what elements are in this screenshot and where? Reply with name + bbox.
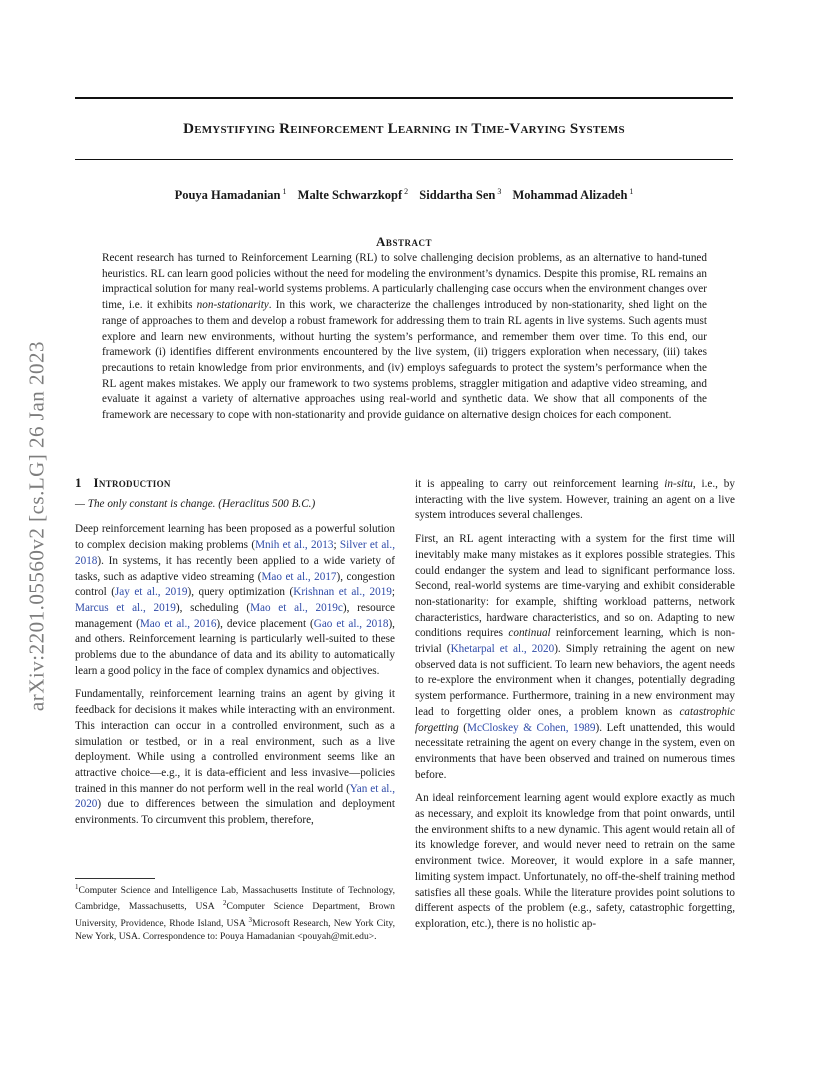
citation-link[interactable]: Marcus et al., 2019 bbox=[75, 601, 176, 614]
citation-link[interactable]: Silver et al., 2018 bbox=[75, 539, 395, 567]
epigraph: — The only constant is change. (Heraclitus 500 B.C.) bbox=[75, 497, 316, 510]
abstract-heading: Abstract bbox=[376, 234, 432, 249]
citation-link[interactable]: Mnih et al., 2013 bbox=[255, 539, 334, 552]
author: Pouya Hamadanian $^1$ bbox=[174, 187, 287, 203]
bottom-rule bbox=[75, 159, 733, 160]
paragraph: it is appealing to carry out reinforcement learning in-situ, i.e., by interacting with the live system. However, training an agent on a live system introduces several challenges. bbox=[415, 478, 735, 522]
abstract-body: Recent research has turned to Reinforcement Learning (RL) to solve challenging decision problems, as an alternative to hand-tuned heuristics. RL can learn good policies without the need for modeling the environment’s dynamics. Despite this promise, RL remains an impractical solution for many real-world systems problems. A particularly challenging case occurs when the environment changes over time, i.e. it exhibits non-stationarity. In this work, we characterize the challenges introduced by non-stationarity, shed light on the range of approaches to them and develop a robust framework for addressing them to train RL agents in live systems. Such agents must explore and learn new environments, without hurting the system’s performance, and remember them over time. To this end, our framework (i) identifies different environments encountered by the live system, (ii) triggers exploration when necessary, (iii) takes precautions to retain knowledge from prior environments, and (iv) employs safeguards to protect the system’s performance when the RL agent makes mistakes. We apply our framework to two systems problems, straggler mitigation and adaptive video streaming, and evaluate it against a variety of alternative approaches using real-world and synthetic data. We show that all components of the framework are necessary to cope with non-stationarity and provide guidance on alternative design choices for each component. bbox=[102, 252, 707, 422]
author: Siddartha Sen $^3$ bbox=[419, 187, 502, 203]
author-list bbox=[75, 187, 733, 203]
citation-link[interactable]: Mao et al., 2016 bbox=[139, 617, 217, 630]
paragraph: An ideal reinforcement learning agent would explore exactly as much as necessary, and exploit its knowledge from that point onwards, until the environment shifts to a new dynamic. This agent would retain all of its knowledge forever, and would never need to retrain on the same environment twice. Moreover, it would explore in a safe manner, limiting system impact. Unfortunately, no off-the-shelf training method satisfies all these goals. While the literature provides point solutions to different aspects of the problem (e.g., safety, catastrophic forgetting, exploration, etc.), there is no holistic ap- bbox=[415, 792, 735, 930]
citation-link[interactable]: Mao et al., 2017 bbox=[261, 570, 337, 583]
top-rule bbox=[75, 97, 733, 99]
citation-link[interactable]: Gao et al., 2018 bbox=[313, 617, 389, 630]
citation-link[interactable]: Krishnan et al., 2019 bbox=[293, 586, 392, 599]
citation-link[interactable]: Jay et al., 2019 bbox=[114, 586, 188, 599]
citation-link[interactable]: Khetarpal et al., 2020 bbox=[450, 643, 555, 656]
arxiv-identifier: arXiv:2201.05560v2 [cs.LG] 26 Jan 2023 bbox=[24, 340, 49, 712]
citation-link[interactable]: McCloskey & Cohen, 1989 bbox=[467, 721, 596, 734]
paper-title: Demystifying Reinforcement Learning in Time-Varying Systems bbox=[183, 121, 625, 137]
left-column bbox=[75, 475, 395, 837]
author: Malte Schwarzkopf $^2$ bbox=[297, 187, 409, 203]
author: Mohammad Alizadeh $^1$ bbox=[512, 187, 634, 203]
citation-link[interactable]: Mao et al., 2019c bbox=[250, 601, 343, 614]
paragraph: Deep reinforcement learning has been proposed as a powerful solution to complex decision making problems (Mnih et al., 2013; Silver et al., 2018). In systems, it has recently been applied to a wide variety of tasks, such as adaptive video streaming (Mao et al., 2017), congestion control (Jay et al., 2019), query optimization (Krishnan et al., 2019; Marcus et al., 2019), scheduling (Mao et al., 2019c), resource management (Mao et al., 2016), device placement (Gao et al., 2018), and others. Reinforcement learning is particularly well-suited to these problems due to the abundance of data and its ability to automatically learn a good policy in the face of complex dynamics and objectives. bbox=[75, 523, 396, 677]
footnote-rule bbox=[75, 878, 155, 879]
citation-link[interactable]: Yan et al., 2020 bbox=[75, 782, 395, 811]
paragraph: First, an RL agent interacting with a system for the first time will inevitably make many mistakes as it explores possible strategies. This could endanger the system and lead to significant performance loss. Second, real-world systems are time-varying and exhibit considerable non-stationarity: for example, shifting workload patterns, network characteristics, hardware characteristics, and so on. Adapting to new conditions requires continual reinforcement learning, which is non-trivial (Khetarpal et al., 2020). Simply retraining the agent on new observed data is not sufficient. To learn new behaviors, the agent needs to re-explore the environment when it changes, potentially degrading system performance. Furthermore, training in a new environment may lead to forgetting older ones, a problem known as catastrophic forgetting (McCloskey & Cohen, 1989). Left unattended, this would necessitate retraining the agent on every change in the system, even on environments that have been observed and trained on numerous times before. bbox=[415, 533, 736, 781]
section-heading: 1 Introduction bbox=[75, 475, 171, 490]
paragraph: Fundamentally, reinforcement learning trains an agent by giving it feedback for decisions it makes while interacting with an environment. This interaction can occur in a controlled environment, such as a simulation or testbed, or in a real environment, such as a live deployment. While using a controlled environment seems like an attractive choice—e.g., it is data-efficient and less invasive—policies trained in this manner do not perform well in the real world (Yan et al., 2020) due to differences between the simulation and deployment environments. To circumvent this problem, therefore, bbox=[75, 688, 395, 827]
affiliation-footnote: $^1$Computer Science and Intelligence Lab, Massachusetts Institute of Technology, Cambridge, Massachusetts, USA $^2$Computer Science Department, Brown University, Providence, Rhode Island, USA $^3$Microsoft Research, New York City, New York, USA. Correspondence to: Pouya Hamadanian <pouyah@mit.edu>. bbox=[75, 883, 395, 943]
right-column bbox=[415, 477, 735, 941]
